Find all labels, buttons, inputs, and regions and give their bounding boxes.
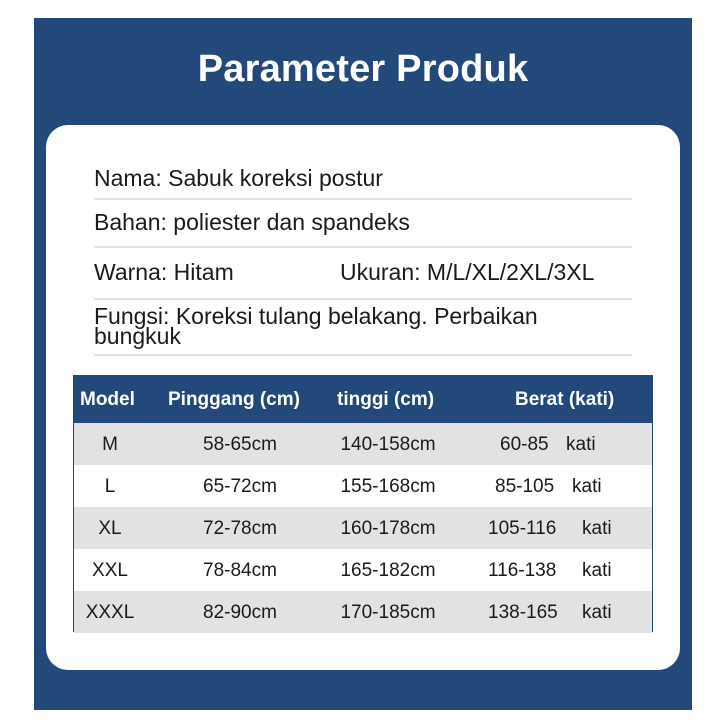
param-row-bahan xyxy=(94,210,632,248)
cell-height: 160-178cm xyxy=(340,518,436,539)
param-warna: Warna: Hitam xyxy=(94,259,234,285)
table-row xyxy=(74,549,652,591)
size-table xyxy=(73,375,653,632)
table-row xyxy=(74,507,652,549)
cell-height: 165-182cm xyxy=(340,560,436,581)
table-row xyxy=(74,423,652,465)
param-nama: Nama: Sabuk koreksi postur xyxy=(94,165,383,191)
cell-weight: 138-165 xyxy=(488,602,558,623)
cell-weight: 105-116 xyxy=(488,518,557,539)
cell-model: XL xyxy=(98,518,122,539)
param-ukuran: Ukuran: M/L/XL/2XL/3XL xyxy=(340,259,595,285)
header-model: Model xyxy=(80,389,135,410)
header-berat: Berat (kati) xyxy=(515,389,615,410)
table-header xyxy=(74,376,652,423)
param-fungsi-line1: Fungsi: Koreksi tulang belakang. Perbaikan xyxy=(94,303,538,329)
cell-unit: kati xyxy=(572,476,602,497)
cell-waist: 78-84cm xyxy=(203,560,277,581)
cell-height: 140-158cm xyxy=(340,434,436,455)
cell-height: 170-185cm xyxy=(340,602,436,623)
cell-model: M xyxy=(102,434,118,455)
table-row xyxy=(74,465,652,507)
header-tinggi: tinggi (cm) xyxy=(337,389,435,410)
cell-model: L xyxy=(104,476,116,497)
cell-waist: 65-72cm xyxy=(203,476,277,497)
cell-waist: 58-65cm xyxy=(203,434,277,455)
cell-unit: kati xyxy=(582,602,612,623)
header-pinggang: Pinggang (cm) xyxy=(168,389,300,410)
param-fungsi-line2: bungkuk xyxy=(94,323,181,349)
cell-waist: 82-90cm xyxy=(203,602,277,623)
page-title: Parameter Produk xyxy=(197,48,529,90)
cell-weight: 116-138 xyxy=(488,560,557,581)
cell-model: XXXL xyxy=(85,602,135,623)
cell-height: 155-168cm xyxy=(340,476,436,497)
cell-unit: kati xyxy=(582,560,612,581)
cell-model: XXL xyxy=(92,560,128,581)
param-row-warna-ukuran xyxy=(94,260,632,300)
table-row xyxy=(74,591,652,633)
param-row-fungsi xyxy=(94,304,632,356)
param-row-nama xyxy=(94,166,632,200)
cell-weight: 60-85 xyxy=(500,434,549,455)
cell-waist: 72-78cm xyxy=(203,518,277,539)
cell-weight: 85-105 xyxy=(495,476,555,497)
cell-unit: kati xyxy=(582,518,612,539)
cell-unit: kati xyxy=(566,434,596,455)
param-bahan: Bahan: poliester dan spandeks xyxy=(94,209,410,235)
